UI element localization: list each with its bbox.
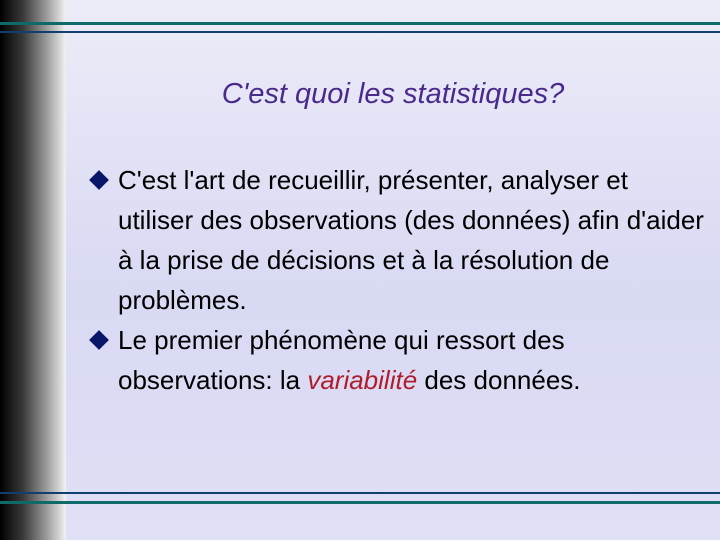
bullet-text: C'est l'art de recueillir, présenter, analyser et utiliser des observations (des données) afin d'aider à la prise de décisions et à la résolution de problèmes. [118,165,704,315]
bullet-text-suffix: des données. [417,365,581,395]
bullet-item [86,320,706,400]
bullet-item [86,160,706,320]
slide-title: C'est quoi les statistiques? [221,78,565,110]
bottom-rule-secondary [0,492,720,494]
diamond-bullet-icon [89,170,109,190]
top-rule [0,22,720,25]
bullet-text-prefix: Le premier phénomène qui ressort des observations: la [118,325,565,395]
bottom-rule [0,501,720,504]
left-gradient-bar [0,0,66,540]
top-rule-secondary [0,31,720,33]
slide-content [86,160,706,400]
emphasized-word: variabilité [307,365,418,395]
diamond-bullet-icon [89,330,109,350]
